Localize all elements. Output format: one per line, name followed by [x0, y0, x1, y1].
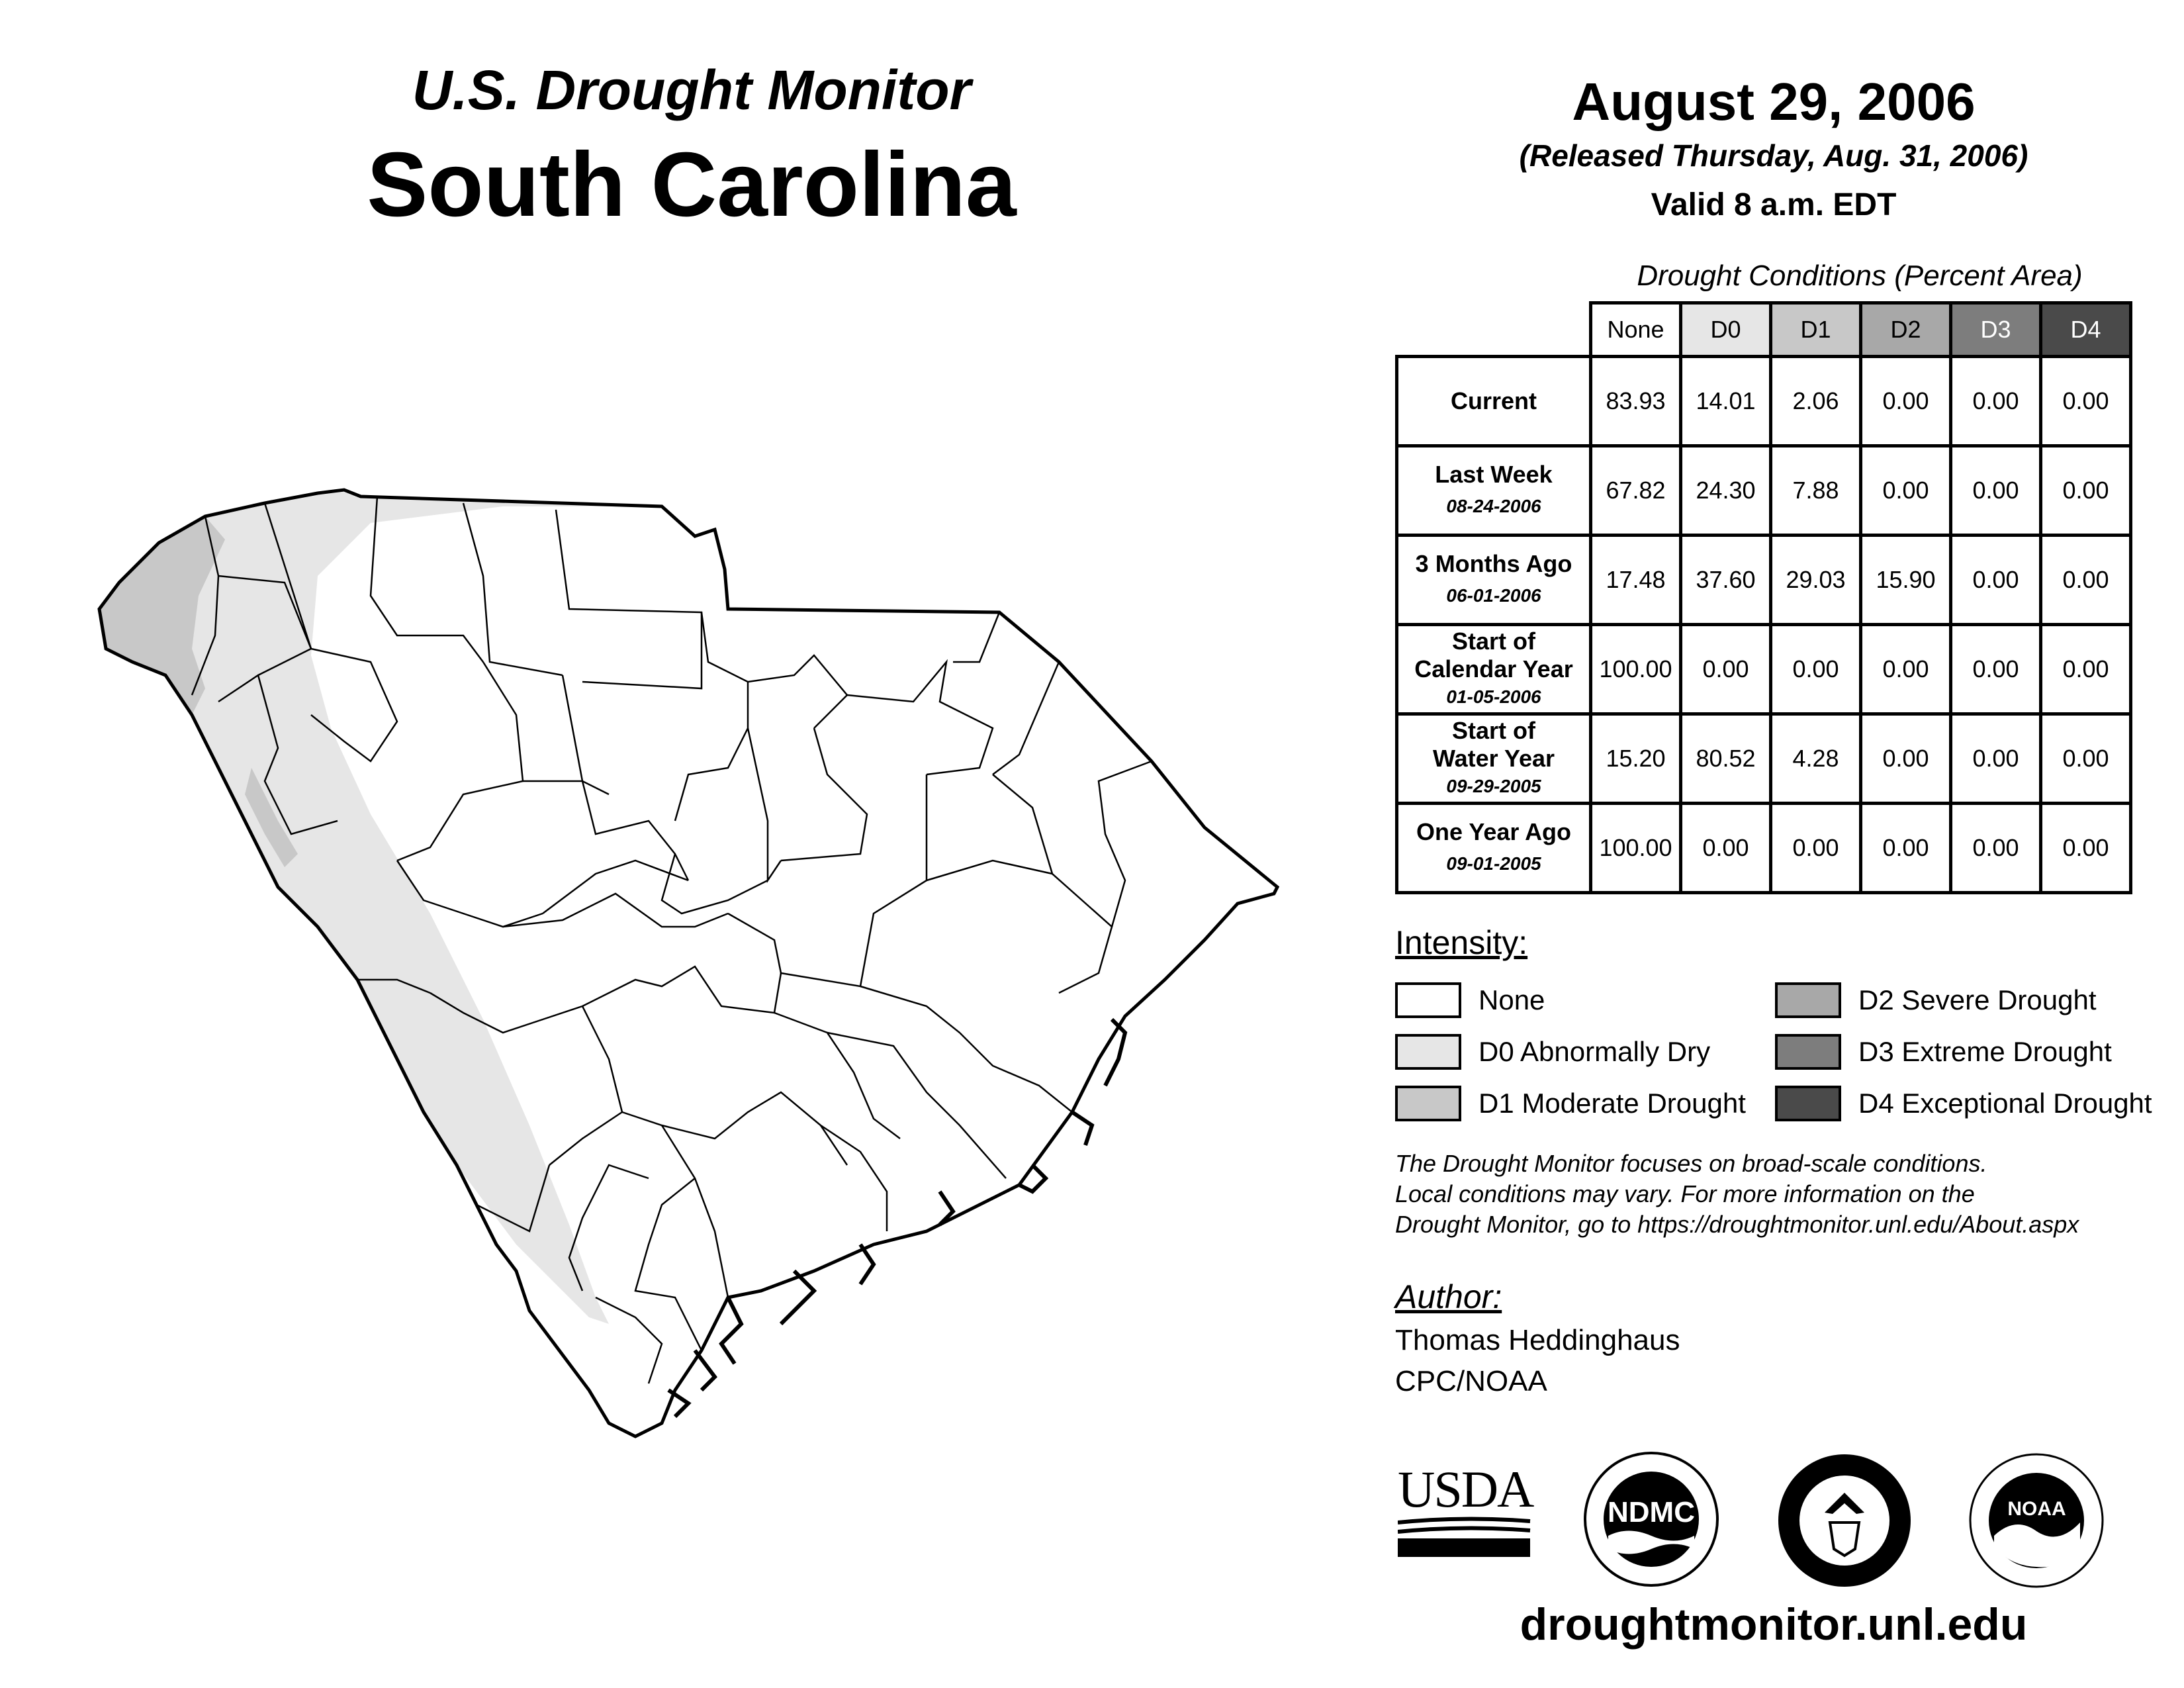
disclaimer-note: The Drought Monitor focuses on broad-scale conditions. Local conditions may vary. For more information on the Drought Monitor, go to https://droughtmonitor.unl.edu/About.aspx	[1395, 1150, 2079, 1238]
table-row	[1397, 625, 2131, 714]
website-url[interactable]: droughtmonitor.unl.edu	[1520, 1599, 2028, 1650]
table-cell: 0.00	[1951, 804, 2041, 893]
table-cell: 0.00	[1861, 446, 1951, 536]
table-cell: 100.00	[1591, 625, 1681, 714]
map-date: August 29, 2006	[1572, 72, 1976, 131]
legend-swatch	[1395, 1034, 1461, 1070]
table-cell: 0.00	[2041, 714, 2131, 804]
table-cell: 0.00	[1771, 625, 1861, 714]
legend-item-d3	[1775, 1031, 2112, 1072]
row-date: 09-29-2005	[1446, 776, 1541, 796]
table-cell: 7.88	[1771, 446, 1861, 536]
table-row	[1397, 357, 2131, 446]
valid-time: Valid 8 a.m. EDT	[1651, 187, 1897, 222]
table-cell: 0.00	[1951, 446, 2041, 536]
row-label: Start of Calendar Year 01-05-2006	[1397, 625, 1591, 714]
row-label: 3 Months Ago 06-01-2006	[1397, 536, 1591, 625]
table-cell: 0.00	[1951, 714, 2041, 804]
table-cell: 80.52	[1681, 714, 1771, 804]
table-cell: 0.00	[2041, 804, 2131, 893]
table-cell: 2.06	[1771, 357, 1861, 446]
table-cell: 14.01	[1681, 357, 1771, 446]
row-date: 06-01-2006	[1446, 585, 1541, 606]
table-cell: 0.00	[1951, 625, 2041, 714]
legend-item-d4	[1775, 1083, 2152, 1124]
legend-label: D4 Exceptional Drought	[1858, 1088, 2152, 1119]
legend-swatch	[1775, 1086, 1841, 1121]
table-cell: 0.00	[2041, 357, 2131, 446]
table-cell: 0.00	[1771, 804, 1861, 893]
drought-conditions-table	[1395, 301, 2132, 894]
table-cell: 0.00	[1861, 357, 1951, 446]
col-header-d4: D4	[2041, 303, 2131, 357]
table-row	[1397, 446, 2131, 536]
table-cell: 0.00	[1681, 804, 1771, 893]
legend-item-d2	[1775, 980, 2097, 1021]
table-cell: 0.00	[1951, 357, 2041, 446]
row-label: Current	[1397, 357, 1591, 446]
legend-swatch	[1775, 982, 1841, 1018]
col-header-d1: D1	[1771, 303, 1861, 357]
table-cell: 0.00	[1861, 804, 1951, 893]
table-row	[1397, 804, 2131, 893]
legend-title: Intensity:	[1395, 924, 1528, 961]
table-cell: 0.00	[1681, 625, 1771, 714]
table-cell: 100.00	[1591, 804, 1681, 893]
table-cell: 17.48	[1591, 536, 1681, 625]
map-subtitle: U.S. Drought Monitor	[412, 59, 972, 121]
legend-item-d1	[1395, 1083, 1746, 1124]
row-date: 01-05-2006	[1446, 686, 1541, 707]
author-name: Thomas Heddinghaus	[1395, 1324, 1680, 1356]
table-cell: 0.00	[1951, 536, 2041, 625]
legend-swatch	[1395, 1086, 1461, 1121]
legend-swatch	[1775, 1034, 1841, 1070]
table-cell: 4.28	[1771, 714, 1861, 804]
table-cell: 67.82	[1591, 446, 1681, 536]
map-title: South Carolina	[367, 134, 1017, 236]
usda-logo: USDA	[1398, 1463, 1533, 1562]
table-cell: 0.00	[1861, 714, 1951, 804]
table-cell: 83.93	[1591, 357, 1681, 446]
col-header-d3: D3	[1951, 303, 2041, 357]
release-date: (Released Thursday, Aug. 31, 2006)	[1519, 138, 2028, 173]
table-row	[1397, 714, 2131, 804]
legend-swatch	[1395, 982, 1461, 1018]
row-date: 09-01-2005	[1446, 853, 1541, 874]
col-header-none: None	[1591, 303, 1681, 357]
table-caption: Drought Conditions (Percent Area)	[1637, 259, 2083, 292]
author-label: Author:	[1395, 1278, 1502, 1315]
row-label: Last Week 08-24-2006	[1397, 446, 1591, 536]
table-cell: 0.00	[2041, 625, 2131, 714]
legend-item-none	[1395, 980, 1545, 1021]
commerce-seal	[1777, 1453, 1913, 1589]
row-date: 08-24-2006	[1446, 496, 1541, 516]
table-row	[1397, 536, 2131, 625]
legend-label: D1 Moderate Drought	[1479, 1088, 1746, 1119]
table-cell: 0.00	[2041, 446, 2131, 536]
legend-item-d0	[1395, 1031, 1710, 1072]
table-cell: 0.00	[1861, 625, 1951, 714]
row-label: Start of Water Year 09-29-2005	[1397, 714, 1591, 804]
table-cell: 29.03	[1771, 536, 1861, 625]
table-cell: 15.20	[1591, 714, 1681, 804]
legend-label: D2 Severe Drought	[1858, 984, 2097, 1015]
legend-label: D0 Abnormally Dry	[1479, 1036, 1711, 1067]
table-header-row	[1397, 303, 2131, 357]
noaa-logo: NOAA	[1969, 1453, 2105, 1589]
table-cell: 37.60	[1681, 536, 1771, 625]
row-label: One Year Ago 09-01-2005	[1397, 804, 1591, 893]
author-org: CPC/NOAA	[1395, 1365, 1547, 1397]
legend-label: None	[1479, 984, 1545, 1015]
table-cell: 15.90	[1861, 536, 1951, 625]
table-cell: 0.00	[2041, 536, 2131, 625]
col-header-d2: D2	[1861, 303, 1951, 357]
legend-label: D3 Extreme Drought	[1858, 1036, 2112, 1067]
col-header-d0: D0	[1681, 303, 1771, 357]
table-cell: 24.30	[1681, 446, 1771, 536]
ndmc-logo: NDMC	[1582, 1450, 1721, 1589]
